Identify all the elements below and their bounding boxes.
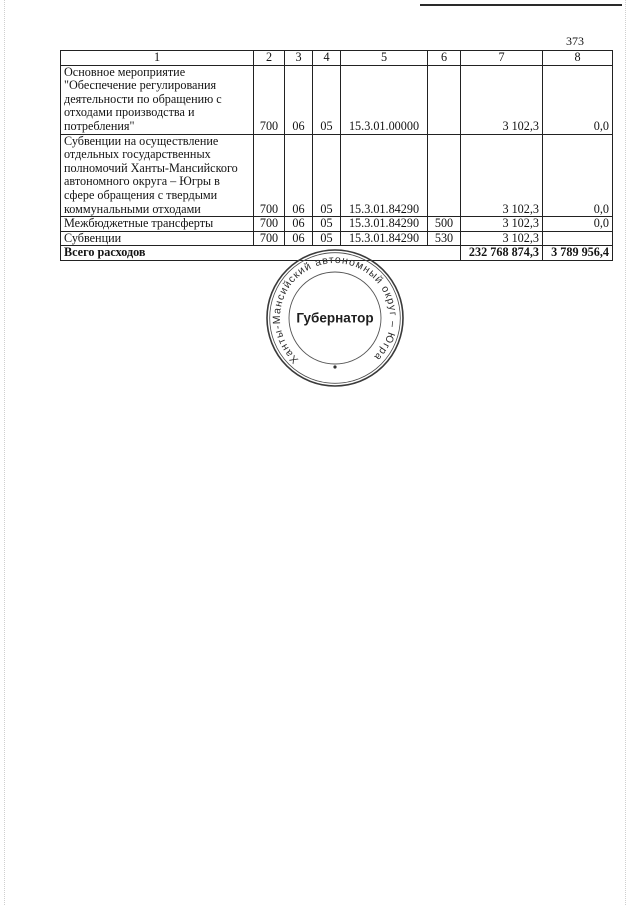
seal-center-text: Губернатор xyxy=(296,310,374,326)
column-header: 4 xyxy=(313,51,341,66)
amount-col7-cell: 3 102,3 xyxy=(461,217,543,232)
row-name-line: деятельности по обращению с xyxy=(64,91,222,106)
row-name-line: "Обеспечение регулирования xyxy=(64,78,217,93)
table-row xyxy=(61,134,613,217)
scan-edge-right xyxy=(625,0,626,905)
row-name-line: Субвенции на осуществление xyxy=(64,133,219,148)
expense-type-code-cell: 530 xyxy=(428,231,461,246)
amount-col7-cell: 3 102,3 xyxy=(461,231,543,246)
expense-type-code-cell: 500 xyxy=(428,217,461,232)
subsection-code-cell: 05 xyxy=(313,217,341,232)
row-name-line: полномочий Ханты-Мансийского xyxy=(64,160,238,175)
column-header: 3 xyxy=(285,51,313,66)
section-code-cell: 06 xyxy=(285,134,313,217)
column-header: 5 xyxy=(341,51,428,66)
department-code-cell: 700 xyxy=(254,65,285,134)
department-code-cell: 700 xyxy=(254,231,285,246)
table-row xyxy=(61,231,613,246)
scan-edge-left xyxy=(4,0,5,905)
target-item-code-cell: 15.3.01.00000 xyxy=(341,65,428,134)
target-item-code-cell: 15.3.01.84290 xyxy=(341,231,428,246)
subsection-code-cell: 05 xyxy=(313,231,341,246)
amount-col8-cell: 0,0 xyxy=(543,65,613,134)
seal-dot xyxy=(333,365,336,368)
column-header: 6 xyxy=(428,51,461,66)
column-header: 1 xyxy=(61,51,254,66)
section-code-cell: 06 xyxy=(285,65,313,134)
subsection-code-cell: 05 xyxy=(313,134,341,217)
row-name-line: коммунальными отходами xyxy=(64,201,201,216)
target-item-code-cell: 15.3.01.84290 xyxy=(341,134,428,217)
section-code-cell: 06 xyxy=(285,231,313,246)
row-name-cell xyxy=(61,65,254,134)
total-amount-col8-cell: 3 789 956,4 xyxy=(543,246,613,261)
amount-col8-cell xyxy=(543,231,613,246)
row-name-line: Межбюджетные трансферты xyxy=(64,216,214,231)
section-code-cell: 06 xyxy=(285,217,313,232)
subsection-code-cell: 05 xyxy=(313,65,341,134)
column-header: 7 xyxy=(461,51,543,66)
budget-table xyxy=(60,50,613,261)
amount-col8-cell: 0,0 xyxy=(543,134,613,217)
target-item-code-cell: 15.3.01.84290 xyxy=(341,217,428,232)
row-name-line: отдельных государственных xyxy=(64,147,211,162)
top-rule xyxy=(420,4,622,6)
row-name-cell xyxy=(61,134,254,217)
expense-type-code-cell xyxy=(428,65,461,134)
expense-type-code-cell xyxy=(428,134,461,217)
column-header: 2 xyxy=(254,51,285,66)
row-name-cell xyxy=(61,231,254,246)
table-row xyxy=(61,65,613,134)
row-name-line: сфере обращения с твердыми xyxy=(64,187,218,202)
column-header: 8 xyxy=(543,51,613,66)
row-name-line: потребления" xyxy=(64,118,135,133)
row-name-line: Субвенции xyxy=(64,230,122,245)
department-code-cell: 700 xyxy=(254,134,285,217)
total-amount-col7-cell: 232 768 874,3 xyxy=(461,246,543,261)
table-header-row xyxy=(61,51,613,66)
row-name-line: Основное мероприятие xyxy=(64,64,186,79)
row-name-line: отходами производства и xyxy=(64,105,195,120)
page-number: 373 xyxy=(566,34,584,48)
seal-ring-text-path: Ханты-Мансийский автономный округ – Югра xyxy=(270,253,400,366)
row-name-line: автономного округа – Югры в xyxy=(64,174,220,189)
governor-seal xyxy=(265,248,405,388)
total-label-cell: Всего расходов xyxy=(61,246,461,261)
amount-col7-cell: 3 102,3 xyxy=(461,134,543,217)
department-code-cell: 700 xyxy=(254,217,285,232)
row-name-cell xyxy=(61,217,254,232)
table-row xyxy=(61,217,613,232)
amount-col8-cell: 0,0 xyxy=(543,217,613,232)
amount-col7-cell: 3 102,3 xyxy=(461,65,543,134)
